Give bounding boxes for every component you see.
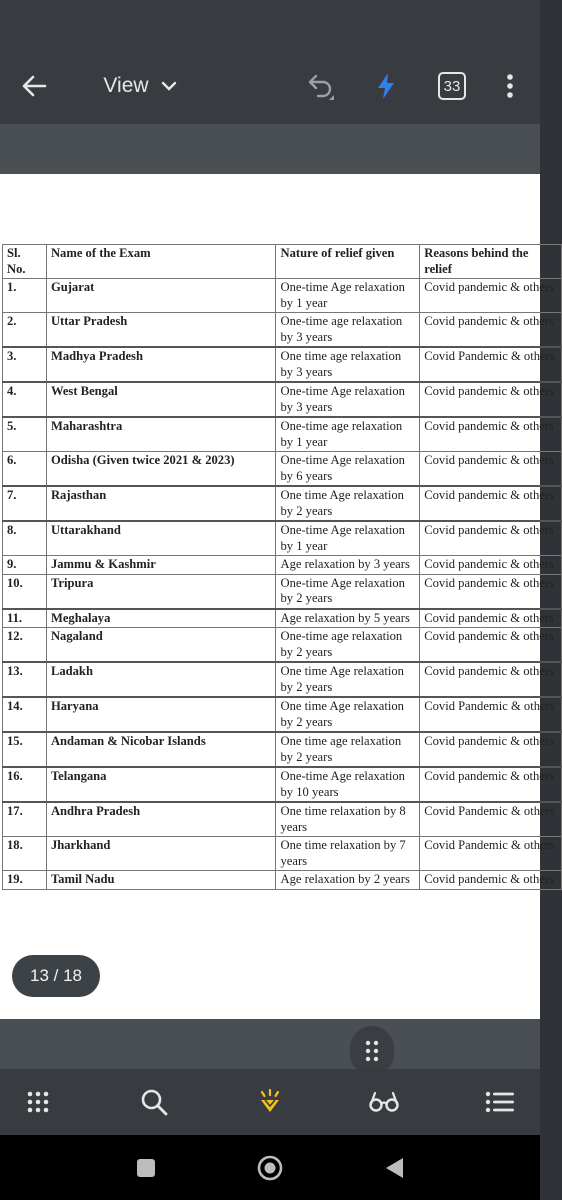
relief-cell: Age relaxation by 2 years: [276, 871, 420, 890]
table-row: [3, 628, 562, 663]
lightning-icon: [375, 72, 397, 100]
exam-name-cell: Tamil Nadu: [46, 871, 276, 890]
relief-cell: Age relaxation by 3 years: [276, 556, 420, 575]
exam-name-cell: Meghalaya: [46, 609, 276, 628]
relief-cell: One time relaxation by 7 years: [276, 837, 420, 871]
page-count-value: 33: [438, 72, 466, 100]
arrow-left-icon: [21, 74, 47, 98]
view-menu-button[interactable]: [90, 62, 190, 110]
page-gap: [0, 124, 540, 174]
table-row: [3, 452, 562, 487]
relief-cell: One-time Age relaxation by 6 years: [276, 452, 420, 487]
table-body: [3, 279, 562, 890]
table-row: [3, 382, 562, 417]
reason-cell: Covid pandemic & others: [420, 279, 562, 313]
exam-name-cell: Odisha (Given twice 2021 & 2023): [46, 452, 276, 487]
exam-name-cell: Uttar Pradesh: [46, 313, 276, 348]
serial-cell: 3.: [3, 347, 47, 382]
table-row: [3, 767, 562, 802]
table-row: [3, 732, 562, 767]
exam-name-cell: Madhya Pradesh: [46, 347, 276, 382]
table-row: [3, 486, 562, 521]
relief-cell: One-time Age relaxation by 10 years: [276, 767, 420, 802]
table-row: [3, 347, 562, 382]
reading-glasses-icon: [369, 1090, 399, 1114]
reason-cell: Covid pandemic & others: [420, 732, 562, 767]
serial-cell: 6.: [3, 452, 47, 487]
exam-name-cell: Gujarat: [46, 279, 276, 313]
exam-relief-table: [2, 244, 562, 890]
serial-cell: 19.: [3, 871, 47, 890]
exam-name-cell: Andaman & Nicobar Islands: [46, 732, 276, 767]
relief-cell: One time relaxation by 8 years: [276, 802, 420, 837]
header-relief: Nature of relief given: [276, 245, 420, 279]
serial-cell: 16.: [3, 767, 47, 802]
reason-cell: Covid Pandemic & others: [420, 802, 562, 837]
highlighter-icon: [256, 1088, 284, 1116]
highlight-button[interactable]: [242, 1077, 298, 1127]
relief-cell: One time age relaxation by 3 years: [276, 347, 420, 382]
relief-cell: Age relaxation by 5 years: [276, 609, 420, 628]
serial-cell: 9.: [3, 556, 47, 575]
reason-cell: Covid pandemic & others: [420, 486, 562, 521]
serial-cell: 18.: [3, 837, 47, 871]
reason-cell: Covid pandemic & others: [420, 871, 562, 890]
serial-cell: 8.: [3, 521, 47, 556]
exam-name-cell: Nagaland: [46, 628, 276, 663]
outline-button[interactable]: [472, 1077, 528, 1127]
reason-cell: Covid pandemic & others: [420, 767, 562, 802]
serial-cell: 5.: [3, 417, 47, 452]
drag-dots-icon: [365, 1040, 379, 1062]
top-toolbar: [0, 0, 540, 124]
exam-name-cell: Haryana: [46, 697, 276, 732]
exam-name-cell: Ladakh: [46, 662, 276, 697]
serial-cell: 2.: [3, 313, 47, 348]
document-page: [0, 174, 555, 1019]
home-circle-icon: [256, 1154, 284, 1182]
table-row: [3, 417, 562, 452]
serial-cell: 11.: [3, 609, 47, 628]
apps-button[interactable]: [10, 1077, 66, 1127]
list-icon: [485, 1090, 515, 1114]
reason-cell: Covid pandemic & others: [420, 609, 562, 628]
relief-cell: One-time Age relaxation by 1 year: [276, 279, 420, 313]
relief-cell: One-time age relaxation by 3 years: [276, 313, 420, 348]
relief-cell: One-time Age relaxation by 1 year: [276, 521, 420, 556]
more-vert-icon: [506, 73, 514, 99]
triangle-back-icon: [383, 1156, 405, 1180]
reason-cell: Covid pandemic & others: [420, 313, 562, 348]
table-row: [3, 662, 562, 697]
reason-cell: Covid Pandemic & others: [420, 347, 562, 382]
serial-cell: 10.: [3, 574, 47, 609]
relief-cell: One-time age relaxation by 2 years: [276, 628, 420, 663]
search-button[interactable]: [126, 1077, 182, 1127]
serial-cell: 17.: [3, 802, 47, 837]
reason-cell: Covid pandemic & others: [420, 556, 562, 575]
table-row: [3, 556, 562, 575]
table-row: [3, 802, 562, 837]
table-row: [3, 521, 562, 556]
bottom-toolbar: [0, 1069, 540, 1135]
undo-icon: [306, 71, 338, 101]
reason-cell: Covid pandemic & others: [420, 452, 562, 487]
header-serial: Sl. No.: [3, 245, 47, 279]
exam-name-cell: Andhra Pradesh: [46, 802, 276, 837]
exam-name-cell: Jammu & Kashmir: [46, 556, 276, 575]
reason-cell: Covid pandemic & others: [420, 521, 562, 556]
table-row: [3, 279, 562, 313]
serial-cell: 13.: [3, 662, 47, 697]
relief-cell: One time Age relaxation by 2 years: [276, 486, 420, 521]
system-back-button[interactable]: [373, 1147, 415, 1189]
exam-name-cell: Tripura: [46, 574, 276, 609]
quick-action-button[interactable]: [362, 62, 410, 110]
reason-cell: Covid Pandemic & others: [420, 837, 562, 871]
serial-cell: 1.: [3, 279, 47, 313]
page-gap-lower: [0, 1019, 540, 1069]
back-button[interactable]: [10, 62, 58, 110]
page-count-button[interactable]: [428, 62, 476, 110]
more-options-button[interactable]: [486, 62, 534, 110]
search-icon: [140, 1088, 168, 1116]
table-row: [3, 697, 562, 732]
recents-button[interactable]: [125, 1147, 167, 1189]
relief-cell: One-time Age relaxation by 2 years: [276, 574, 420, 609]
table-row: [3, 574, 562, 609]
exam-name-cell: Maharashtra: [46, 417, 276, 452]
header-reason: Reasons behind the relief: [420, 245, 562, 279]
reason-cell: Covid pandemic & others: [420, 628, 562, 663]
reason-cell: Covid pandemic & others: [420, 417, 562, 452]
reason-cell: Covid pandemic & others: [420, 574, 562, 609]
relief-cell: One-time Age relaxation by 3 years: [276, 382, 420, 417]
serial-cell: 7.: [3, 486, 47, 521]
page-indicator: 13 / 18: [12, 955, 100, 997]
table-row: [3, 609, 562, 628]
reading-mode-button[interactable]: [356, 1077, 412, 1127]
reason-cell: Covid pandemic & others: [420, 662, 562, 697]
undo-button[interactable]: [298, 62, 346, 110]
exam-name-cell: Jharkhand: [46, 837, 276, 871]
serial-cell: 15.: [3, 732, 47, 767]
apps-grid-icon: [26, 1090, 50, 1114]
exam-name-cell: Rajasthan: [46, 486, 276, 521]
serial-cell: 14.: [3, 697, 47, 732]
exam-name-cell: West Bengal: [46, 382, 276, 417]
home-button[interactable]: [249, 1147, 291, 1189]
system-nav-bar: [0, 1135, 540, 1200]
table-header-row: [3, 245, 562, 279]
chevron-down-icon: [161, 81, 177, 91]
relief-cell: One-time age relaxation by 1 year: [276, 417, 420, 452]
table-row: [3, 837, 562, 871]
reason-cell: Covid pandemic & others: [420, 382, 562, 417]
exam-name-cell: Telangana: [46, 767, 276, 802]
serial-cell: 12.: [3, 628, 47, 663]
serial-cell: 4.: [3, 382, 47, 417]
table-row: [3, 871, 562, 890]
relief-cell: One time Age relaxation by 2 years: [276, 662, 420, 697]
table-row: [3, 313, 562, 348]
relief-cell: One time Age relaxation by 2 years: [276, 697, 420, 732]
exam-name-cell: Uttarakhand: [46, 521, 276, 556]
view-label: View: [103, 74, 149, 97]
header-exam-name: Name of the Exam: [46, 245, 276, 279]
relief-cell: One time age relaxation by 2 years: [276, 732, 420, 767]
reason-cell: Covid Pandemic & others: [420, 697, 562, 732]
square-icon: [136, 1158, 156, 1178]
